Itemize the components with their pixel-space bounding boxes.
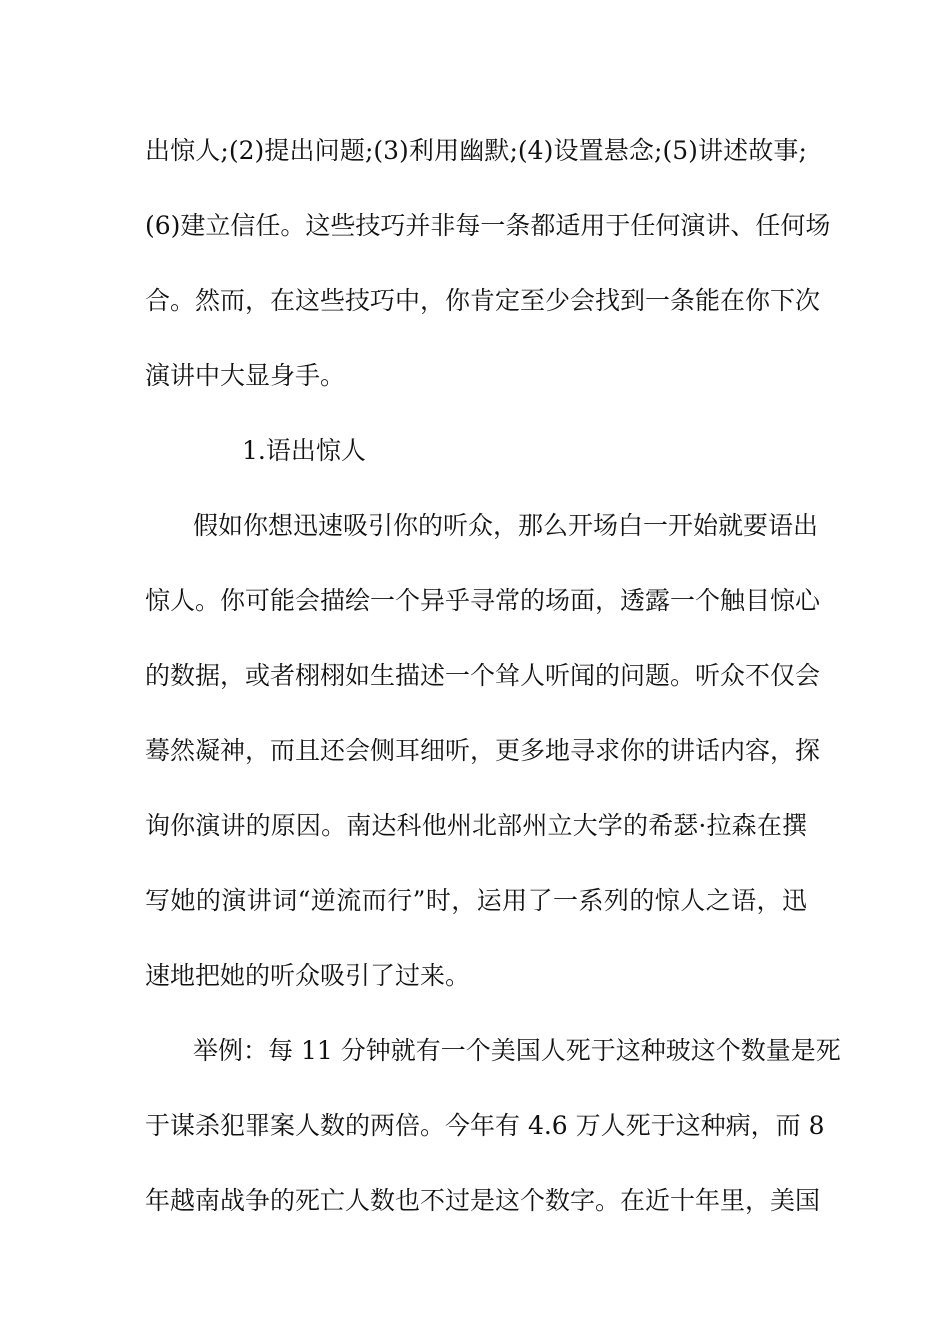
paragraph-2-line-7: 速地把她的听众吸引了过来。	[145, 961, 471, 990]
paragraph-3-line-3: 年越南战争的死亡人数也不过是这个数字。在近十年里，美国	[145, 1186, 821, 1215]
paragraph-1-line-1: 出惊人;(2)提出问题;(3)利用幽默;(4)设置悬念;(5)讲述故事;	[145, 136, 807, 165]
paragraph-2-line-2: 惊人。你可能会描绘一个异乎寻常的场面，透露一个触目惊心	[145, 586, 821, 615]
paragraph-2-line-5: 询你演讲的原因。南达科他州北部州立大学的希瑟·拉森在撰	[145, 811, 807, 840]
paragraph-1-line-3: 合。然而，在这些技巧中，你肯定至少会找到一条能在你下次	[145, 286, 821, 315]
paragraph-2-line-1: 假如你想迅速吸引你的听众，那么开场白一开始就要语出	[193, 511, 819, 540]
paragraph-3-line-1: 举例：每 11 分钟就有一个美国人死于这种玻这个数量是死	[193, 1036, 841, 1065]
paragraph-1-line-2: (6)建立信任。这些技巧并非每一条都适用于任何演讲、任何场	[145, 211, 831, 240]
paragraph-1-line-4: 演讲中大显身手。	[145, 361, 346, 390]
paragraph-2-line-6: 写她的演讲词“逆流而行”时，运用了一系列的惊人之语，迅	[145, 886, 807, 915]
paragraph-2-line-4: 蓦然凝神，而且还会侧耳细听，更多地寻求你的讲话内容，探	[145, 736, 821, 765]
paragraph-3-line-2: 于谋杀犯罪案人数的两倍。今年有 4.6 万人死于这种病，而 8	[145, 1111, 825, 1140]
section-heading: 1.语出惊人	[242, 436, 366, 465]
paragraph-2-line-3: 的数据，或者栩栩如生描述一个耸人听闻的问题。听众不仅会	[145, 661, 821, 690]
